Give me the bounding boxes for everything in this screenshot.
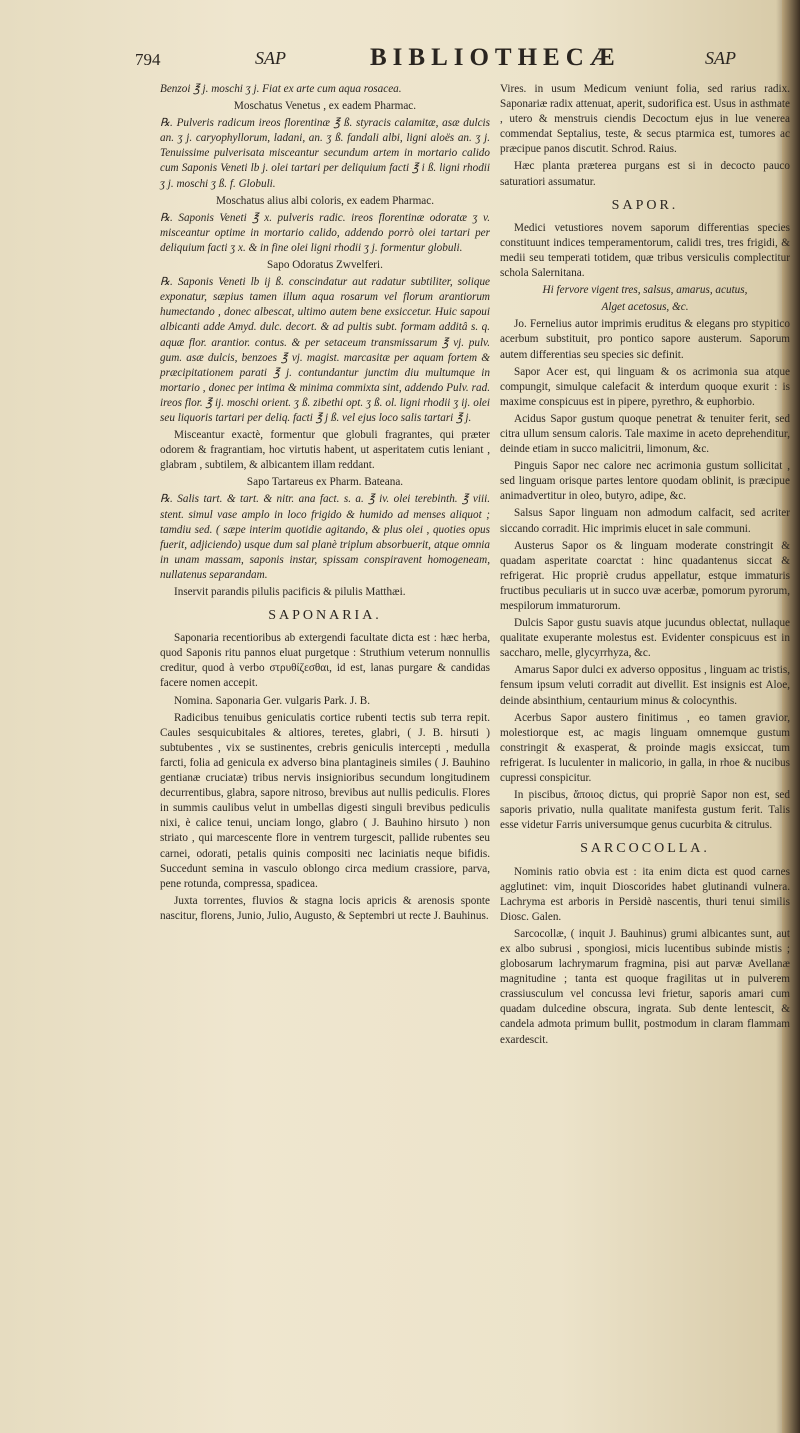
paragraph: ℞. Salis tart. & tart. & nitr. ana fact. s. a. ℥ iv. olei terebinth. ℥ viii. stent. simul vase amplo in loco frigido & humido ad menses aliquot ; tamdiu sed. ( sæpe interim quotidie agitando, & plus olei , quoties opus fuerit, adjiciendo) usque dum sal planè triplum absorbuerit, atque omnia in unam massam, saponis instar, spissam conspiravent homogeneam, nullatenus separandam. — [160, 493, 490, 581]
paragraph: ℞. Pulveris radicum ireos florentinæ ℥ ß. styracis calamitæ, asæ dulcis an. ʒ j. caryophyllorum, ladani, an. ʒ ß. fandali albi, ligni aloës an. ʒ j. Tenuissime pulverisata misceantur secundum artem in mortario calido cum Saponis Veneti lb j. olei tartari per deliquium facti ℥ i ß. ligni rhodii ʒ j. moschi ʒ ß. f. Globuli. — [160, 117, 490, 190]
paragraph: Jo. Fernelius autor imprimis eruditus & elegans pro stypitico acerbum substituit, pro pontico sapore austerum. Saporum autem differentias seu species sic definit. — [500, 318, 790, 361]
paragraph: Nominis ratio obvia est : ita enim dicta est quod carnes agglutinet: vim, inquit Dioscorides habet glutinandi vulnera. Lachryma est arboris in Persidè nascentis, thuri tenui similis Diosc. Galen. — [500, 865, 790, 923]
paragraph: Medici vetustiores novem saporum differentias species constituunt indices temperamentorum, calidi tres, tres frigidi, & medii seu temperati totidem, quæ tribus versiculis complectitur schola Salernitana. — [500, 221, 790, 280]
paragraph: Nomina. Saponaria Ger. vulgaris Park. J. B. — [174, 694, 371, 707]
paragraph: ℞. Saponis Veneti lb ij ß. conscindatur aut radatur subtiliter, soliquе exponatur, sæpius tamen illum aqua rosarum vel florum arantiorum humectando , donec albescat, ultimo autem bene exsiccetur. Huic sapoui albicanti adde Amyd. dulc. decort. & ad pultis subt. formam additâ s. q. aquæ flor. arantior. contus. & per setaceum transmissarum ℥ vj. pulv. gum. asæ dulcis, benzoes ℥ vj. magist. marcasitæ per aquam fortem & præcipitationem parati ℥ j. contundantur junctim diu multumque in mortario , donec per intima & minima commixta sint, addendo Pulv. rad. ireos flor. ℥ ij. moschi orient. ʒ ß. zibethi opt. ʒ ß. ol. ligni rhodii ʒ ij. olei seu liquoris tartari per deliq. facti ℥ j ß. vel ejus loco salis tartari ℥ j. — [160, 276, 490, 424]
page-number: 794 — [135, 50, 161, 69]
recipe-heading: Sapo Odoratus Zwvelferi. — [267, 259, 383, 272]
section-heading-saponaria: SAPONARIA. — [268, 608, 382, 624]
paragraph: Acerbus Sapor austero finitimus , eo tamen gravior, molestiorque est, ac magis linguam omnemque gustum constringit & exasperat, & proinde magis exsiccat, tum refrigerat. Is luculenter in malicorio, in galla, in rhoe & nucibus cupressi conspicitur. — [500, 711, 790, 785]
left-column — [160, 82, 490, 926]
paragraph: Saponaria recentioribus ab extergendi facultate dicta est : hæc herba, quod Saponis ritu pannos eluat purgetque : Struthium veterum nonnullis creditur, quod à verbo στρυθίζεσθαι, id est, lanas purgare & candidas facere nomen accepit. — [160, 632, 490, 690]
paragraph: Vires. in usum Medicum veniunt folia, sed rarius radix. Saponariæ radix attenuat, aperit, sudorifica est. Usus in asthmate , utero & menstruis ciendis Decoctum ejus in lue venerea commendat Septalius, teste, & secus ptarmica est, tumores ac præcipue panos discutit. Schrod. Raius. — [500, 83, 790, 156]
paragraph: Acidus Sapor gustum quoque penetrat & tenuiter ferit, sed citra ullum sensum caloris. Tale maxime in aceto deprehenditur, deinde etiam in succo malicitrii, limonum, &c. — [500, 412, 790, 456]
right-column — [500, 82, 790, 1050]
paragraph: Misceantur exactè, formentur que globuli fragrantes, qui præter odorem & fragrantiam, hoc virtutis habent, ut asperitatem cutis leniant , glabram , subtilem, & albicantem illam reddant. — [160, 429, 490, 472]
verse-line: Hi fervore vigent tres, salsus, amarus, acutus, — [542, 284, 748, 297]
paragraph: ℞. Saponis Veneti ℥ x. pulveris radic. ireos florentinæ odoratæ ʒ v. misceantur optime in mortario calido, addendo porrò olei tartari per deliquium facti ʒ x. & in fine olei ligni rhodii ʒ j. formentur globuli. — [160, 211, 490, 254]
right-catchword: SAP — [705, 48, 736, 68]
paragraph: Salsus Sapor linguam non admodum calfacit, sed acriter siccando corradit. Hic imprimis elucet in sale communi. — [500, 507, 790, 535]
paragraph: Radicibus tenuibus geniculatis cortice rubenti tectis sub terra repit. Caules sesquicubitales & altiores, teretes, glabri, ( J. B. hirsuti ) subtubentes , vix se sustinentes, crebris geniculis intercepti , medulla farcti, folia ad genicula ex adverso bina plantagineis similes ( J. Bauhino gentianæ cruciatæ) tribus nervis insignioribus secundum longitudinem decurrentibus, glabra, sapore nitroso, brevibus aut nullis pediculis. Flores in summis caulibus velut in umbellas digesti singuli brevibus pediculis nixi, è calice tenui, unciam longo, glabro ( J. Bauhino hirsuto ) non striato , qui marcescente flore in ventrem turgescit, pallide rubentes seu carnei, odorati, petalis quinis compositi nec laciniatis neque bifidis. Succedunt semina in vasculo oblongo circa medium crassiore, parva, pene rotunda, compressa, spadicea. — [160, 711, 490, 890]
paragraph: Inservit parandis pilulis pacificis & pilulis Matthæi. — [174, 586, 406, 598]
running-title: BIBLIOTHECÆ — [370, 44, 621, 71]
paragraph: Pinguis Sapor nec calore nec acrimonia gustum sollicitat , sed linguam orisque partes lentore quodam oblinit, is præcipue animadvertitur in oleo, butyro, adipe, &c. — [500, 460, 790, 503]
section-heading-sarcocolla: SARCOCOLLA. — [580, 841, 710, 857]
paragraph: Juxta torrentes, fluvios & stagna locis apricis & arenosis sponte nascitur, florens, Junio, Julio, Augusto, & Septembri ut recte J. Bauhinus. — [160, 894, 490, 922]
recipe-heading: Moschatus Venetus , ex eadem Pharmac. — [233, 100, 417, 113]
recipe-heading: Sapo Tartareus ex Pharm. Bateana. — [246, 476, 404, 489]
recipe-heading: Moschatus alius albi coloris, ex eadem Pharmac. — [215, 194, 435, 207]
section-heading-sapor: SAPOR. — [611, 197, 679, 213]
paragraph: Dulcis Sapor gustu suavis atque jucundus oblectat, nullaque qualitate exuperante molestus est. Evidenter conspicuus est in saccharo, melle, glycyrrhyza, &c. — [500, 617, 790, 660]
paragraph: Austerus Sapor os & linguam moderate constringit & quadam asperitate coarctat : hinc quadantenus siccat & refrigerat. Hic propriè crudus appellatur, estque immaturis fructibus peculiaris ut in succo uvæ acerbæ, pomorum pyrorum, mespilorum immaturorum. — [500, 539, 790, 612]
paragraph: Benzoi ℥ j. moschi ʒ j. Fiat ex arte cum aqua rosacea. — [160, 83, 402, 95]
verse-line: Alget acetosus, &c. — [601, 301, 689, 314]
paragraph: Sarcocollæ, ( inquit J. Bauhinus) grumi albicantes sunt, aut ex albo subrusi , spongiosi, micis lucentibus subinde mistis ; globosarum lachrymarum fragmina, pisi aut parvæ Avellanæ magnitudine ; tanta est quoque fragilitas ut in pulverem crassiusculum vel concussa levi frietur, saporis amari cum quadam dulcedine obscura, ingrata. Sub dente lentescit, & candela admota primum bullit, postmodum in claram flammam exardescit. — [500, 927, 790, 1046]
left-catchword: SAP — [255, 48, 286, 68]
paragraph: Hæc planta præterea purgans est si in decocto pauco saturatiori assumatur. — [500, 160, 790, 188]
paragraph: Amarus Sapor dulci ex adverso oppositus , linguam ac tristis, fensum ipsum veluti corradit aut divellit. Est insignis est Aloe, deinde absinthium, centaurium minus & colocynthis. — [500, 664, 790, 707]
paragraph: Sapor Acer est, qui linguam & os acrimonia sua atque compungit, simulque calefacit & interdum quoque exurit : is maxime conspicuus est in pipere, pyrethro, & euphorbio. — [500, 365, 790, 408]
running-header — [135, 42, 775, 72]
paragraph: In piscibus, ἄποιος dictus, qui propriè Sapor non est, sed saporis privatio, nulla qualitate manifesta gustum ferit. Talis esse videtur Farris universumque genus cucurbita & citrulus. — [500, 789, 790, 832]
